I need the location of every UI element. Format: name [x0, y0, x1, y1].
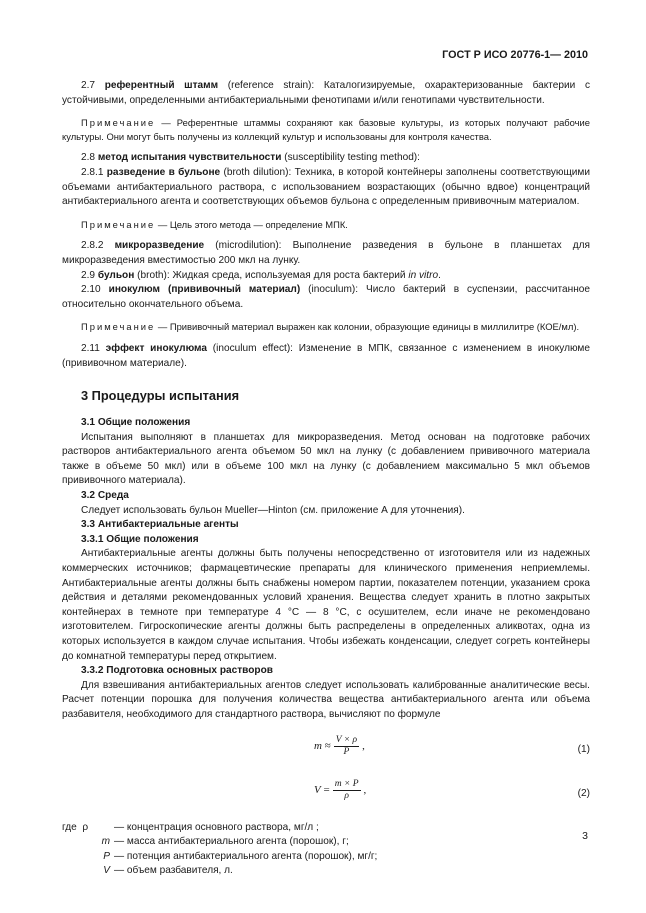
legend-row: где ρ — концентрация основного раствора, мг/л ; [62, 821, 319, 833]
document-body [62, 79, 590, 879]
legend-row: V — объем разбавителя, л. [103, 865, 233, 877]
subsection-3-2-title: 3.2 Среда [81, 490, 129, 502]
subsection-3-3-1-title: 3.3.1 Общие положения [81, 533, 199, 545]
subsection-3-2-text: Следует использовать бульон Mueller—Hinton (см. приложение А для уточнения). [81, 504, 465, 516]
formula-number: (1) [577, 743, 590, 755]
document-header: ГОСТ Р ИСО 20776-1— 2010 [442, 49, 588, 61]
definition-2-8-2: 2.8.2 микроразведение (microdilution): Выполнение разведения в бульоне в планшетах для микроразведения вместимостью 200 мкл на лунку. [62, 240, 591, 266]
subsection-3-3-1-text: Антибактериальные агенты должны быть получены непосредственно от изготовителя или из надежных коммерческих источников; фармацевтические препараты для клинического применения неприемлемы. Антибактериальные агенты должны быть снабжены номером партии, показателем потенции, указанием срока действия и деталями рекомендованных условий хранения. Вещества следует хранить в плотно закрытых контейнерах в темноте при температуре 4 °С — 8 °С, с осушителем, если иначе не рекомендовано изготовителем. Гигроскопические агенты должны быть распределены в определенных аликвотах, одна из которых используется в каждом случае испытания. Чтобы избежать конденсации, следует согреть контейнеры до комнатной температуры перед открытием. [62, 548, 590, 662]
note-1: Примечание — Референтные штаммы сохраняют как базовые культуры, из которых получают рабочие культуры. Они могут быть получены из коллекций культур и использованы для контроля качества. [62, 117, 590, 142]
definition-2-8-1: 2.8.1 разведение в бульоне (broth dilution): Техника, в которой контейнеры заполнены соответствующими объемами антибактериального раствора, с использованием возрастающих (обычно вдвое) концентраций антибактериального агента и соответствующих объемов бульона с определенным прививочным материалом. [62, 166, 590, 208]
definition-2-8: 2.8 метод испытания чувствительности (susceptibility testing method): [81, 152, 420, 164]
fraction: $\frac{m \times P}{\rho}$ [334, 778, 359, 801]
definition-2-9: 2.9 бульон (broth): Жидкая среда, используемая для роста бактерий in vitro. [81, 269, 441, 281]
term: референтный штамм [104, 80, 219, 91]
legend-row: m — масса антибактериального агента (порошок), г; [101, 836, 349, 848]
legend-row: P — потенция антибактериального агента (порошок), мг/г; [103, 850, 378, 862]
definition-2-10: 2.10 инокулюм (прививочный материал) (inoculum): Число бактерий в суспензии, рассчитанное относительно окончательного объема. [62, 284, 591, 310]
formula-1: m ≈ $\frac{V \times \rho}{P}$ , (1) [314, 734, 590, 757]
subsection-3-1-title: 3.1 Общие положения [81, 417, 191, 429]
definition-2-11: 2.11 эффект инокулюма (inoculum effect): Изменение в МПК, связанное с изменением в инокулюме (прививочном материале). [62, 342, 590, 369]
page-number: 3 [582, 830, 588, 842]
formula-2: V = $\frac{m \times P}{\rho}$ , (2) [314, 778, 590, 801]
subsection-3-1-text: Испытания выполняют в планшетах для микроразведения. Метод основан на подготовке рабочих растворов антибактериального агента объемом 50 мкл на лунку (с добавлением прививочного материала также в объеме 50 мкл) или в объеме 100 мкл на лунку (с добавлением максимально 5 мкл объемов прививочного материала). [62, 431, 590, 487]
note-2: Примечание — Цель этого метода — определение МПК. [81, 218, 348, 230]
definition-2-7: 2.7 референтный штамм (reference strain): Каталогизируемые, охарактеризованные бактерии с устойчивыми, определенными антибактериальными фенотипами и/или генотипами чувствительности. [62, 80, 590, 106]
fraction: $\frac{V \times \rho}{P}$ [335, 734, 358, 757]
formula-number: (2) [577, 787, 590, 799]
subsection-3-3-2-title: 3.3.2 Подготовка основных растворов [81, 665, 273, 677]
subsection-3-3-2-text: Для взвешивания антибактериальных агентов следует использовать калиброванные аналитические весы. Расчет потенции порошка для получения количества вещества антибактериального агента или объема разбавителя, необходимого для стандартного раствора, вычисляют по формуле [62, 679, 590, 720]
note-3: Примечание — Прививочный материал выражен как колонии, образующие единицы в миллилитре (КОЕ/мл). [81, 321, 580, 333]
subsection-3-3-title: 3.3 Антибактериальные агенты [81, 519, 239, 531]
section-3-heading: 3 Процедуры испытания [81, 388, 240, 404]
variable-legend [62, 821, 590, 879]
